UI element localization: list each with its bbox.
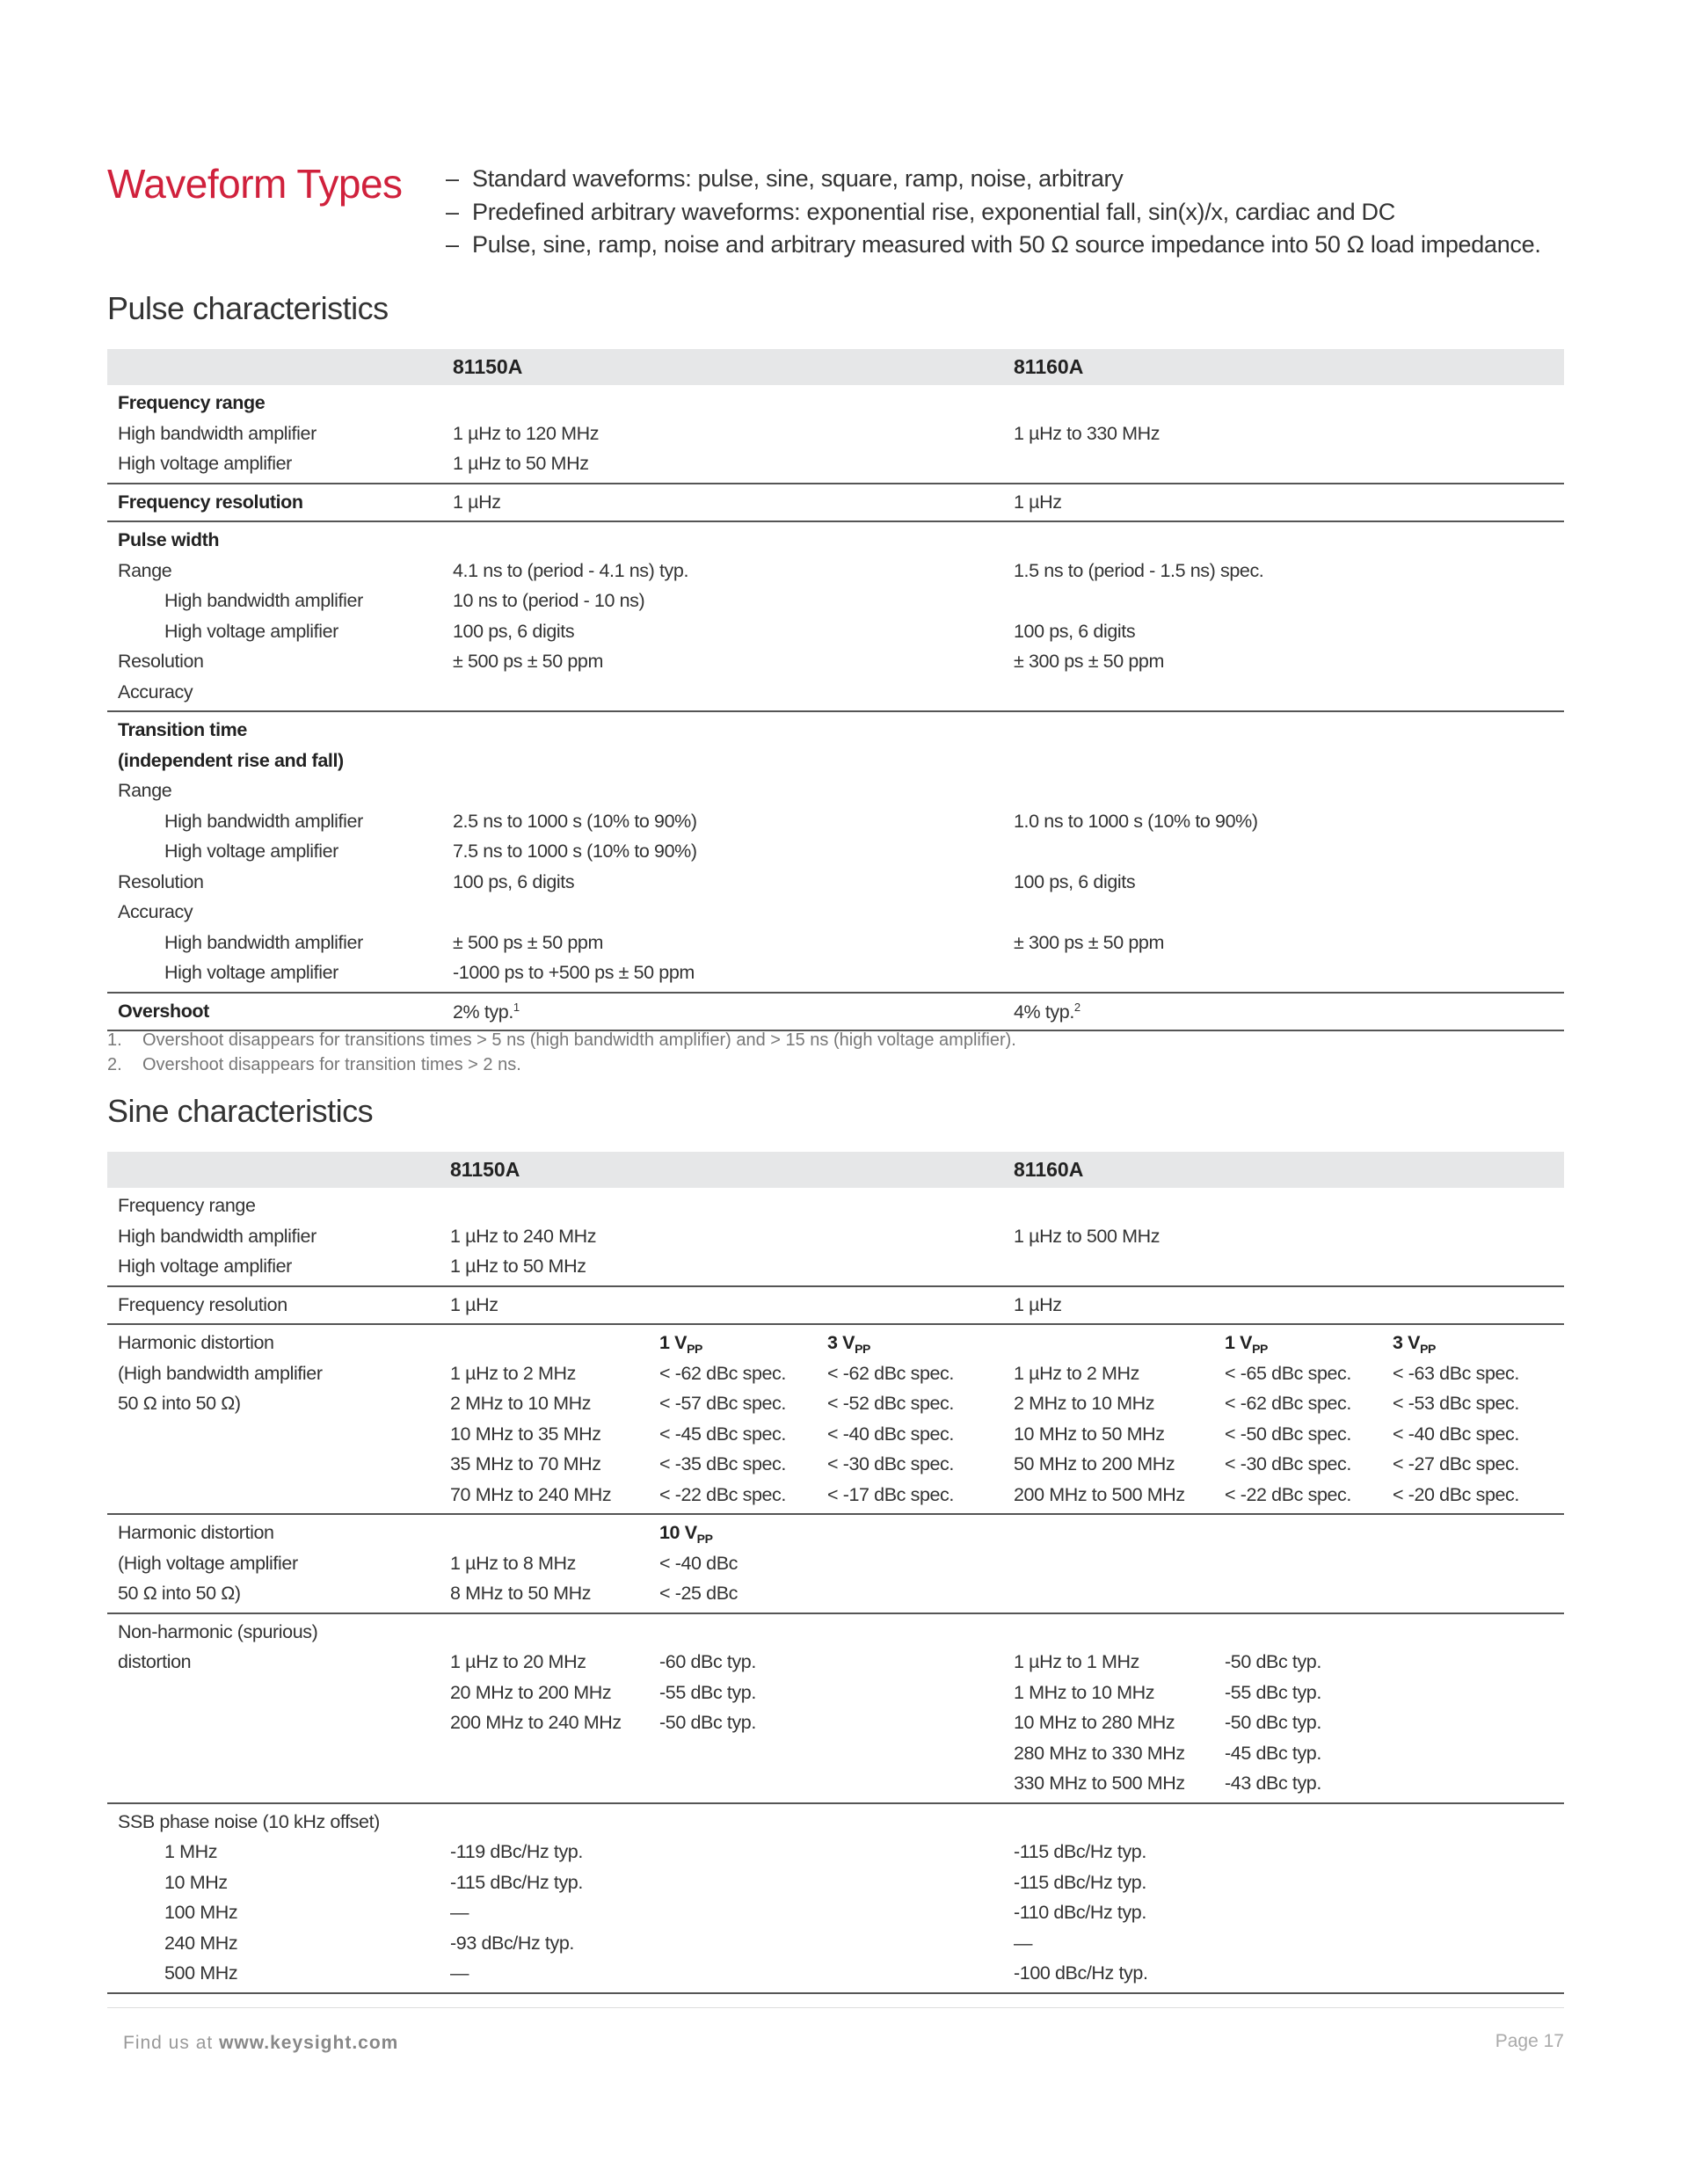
- table-cell: 1 µHz to 50 MHz: [450, 1256, 586, 1277]
- table-section: [107, 1287, 1564, 1326]
- table-cell: < -62 dBc spec.: [659, 1362, 786, 1384]
- table-row: [107, 1807, 1564, 1838]
- footnote-ref: 2: [1073, 1000, 1080, 1014]
- sine-heading: Sine characteristics: [107, 1093, 374, 1129]
- footnote-number: 2.: [107, 1055, 122, 1074]
- table-cell: 280 MHz to 330 MHz: [1014, 1742, 1185, 1764]
- table-cell: 1 µHz: [453, 491, 501, 513]
- table-row: [107, 867, 1564, 898]
- row-label: High bandwidth amplifier: [118, 422, 316, 444]
- table-cell: 1 µHz: [1014, 491, 1062, 513]
- column-header: 81160A: [1014, 355, 1084, 378]
- table-cell: 1 MHz to 10 MHz: [1014, 1681, 1155, 1703]
- table-cell: -115 dBc/Hz typ.: [450, 1871, 583, 1893]
- table-cell: < -50 dBc spec.: [1225, 1423, 1351, 1445]
- subscript: PP: [855, 1342, 870, 1356]
- table-cell: 100 ps, 6 digits: [453, 620, 575, 642]
- table-cell: < -45 dBc spec.: [659, 1423, 786, 1445]
- table-section: [107, 385, 1564, 484]
- table-row: [107, 1388, 1564, 1419]
- sine-table: [107, 1152, 1564, 1994]
- bullet-text: Predefined arbitrary waveforms: exponential rise, exponential fall, sin(x)/x, cardiac and DC: [472, 199, 1395, 225]
- table-cell: 8 MHz to 50 MHz: [450, 1583, 592, 1604]
- row-label: 50 Ω into 50 Ω): [118, 1583, 241, 1604]
- table-cell: 7.5 ns to 1000 s (10% to 90%): [453, 841, 697, 862]
- table-cell: 1 µHz to 500 MHz: [1014, 1225, 1160, 1247]
- cell-text: 2% typ.: [453, 1001, 513, 1023]
- row-label: Pulse width: [118, 529, 220, 550]
- table-cell: < -57 dBc spec.: [659, 1393, 786, 1414]
- column-header: 81160A: [1014, 1158, 1084, 1181]
- table-row: [107, 1928, 1564, 1959]
- table-row: [107, 1548, 1564, 1579]
- row-label: Frequency range: [118, 392, 266, 413]
- table-cell: < -30 dBc spec.: [1225, 1453, 1351, 1474]
- table-cell: [1014, 1001, 1080, 1023]
- table-row: [107, 715, 1564, 746]
- table-row: [107, 746, 1564, 776]
- row-label: High voltage amplifier: [118, 453, 292, 474]
- table-row: [107, 1617, 1564, 1648]
- row-label: Range: [118, 780, 172, 801]
- row-label: High voltage amplifier: [118, 1256, 292, 1277]
- table-section: [107, 994, 1564, 1032]
- table-row: [107, 1358, 1564, 1389]
- table-row: [107, 646, 1564, 677]
- row-label: High bandwidth amplifier: [118, 1225, 316, 1247]
- table-row: [107, 928, 1564, 958]
- row-label: High voltage amplifier: [164, 962, 338, 983]
- table-cell: 2 MHz to 10 MHz: [450, 1393, 592, 1414]
- table-row: [107, 1647, 1564, 1678]
- table-row: [107, 775, 1564, 806]
- row-label: Harmonic distortion: [118, 1332, 274, 1353]
- row-label: Frequency resolution: [118, 1293, 287, 1315]
- table-body: [107, 385, 1564, 1031]
- table-row: [107, 1221, 1564, 1252]
- table-cell: 1 µHz to 240 MHz: [450, 1225, 597, 1247]
- row-label: High bandwidth amplifier: [164, 810, 363, 832]
- table-row: [107, 525, 1564, 556]
- table-cell: 1.5 ns to (period - 1.5 ns) spec.: [1014, 559, 1264, 581]
- table-cell: 1 µHz to 2 MHz: [1014, 1362, 1139, 1384]
- table-row: [107, 1419, 1564, 1450]
- footer-prefix: Find us at: [123, 2033, 220, 2053]
- table-cell: [1225, 1332, 1268, 1356]
- table-row: [107, 1578, 1564, 1609]
- footnote: [107, 1055, 521, 1075]
- table-row: [107, 1480, 1564, 1511]
- page-number: Page 17: [1495, 2031, 1564, 2051]
- row-label: (High voltage amplifier: [118, 1552, 298, 1574]
- table-cell: 1 µHz to 50 MHz: [453, 453, 589, 474]
- subscript: PP: [1252, 1342, 1268, 1356]
- table-cell: -50 dBc typ.: [1225, 1651, 1321, 1672]
- table-cell: 70 MHz to 240 MHz: [450, 1483, 612, 1505]
- table-section: [107, 1188, 1564, 1287]
- table-cell: < -22 dBc spec.: [1225, 1483, 1351, 1505]
- table-cell: -45 dBc typ.: [1225, 1742, 1321, 1764]
- table-cell: 4.1 ns to (period - 4.1 ns) typ.: [453, 559, 689, 581]
- row-label: (High bandwidth amplifier: [118, 1362, 323, 1384]
- table-cell: [1393, 1332, 1436, 1356]
- table-section: [107, 712, 1564, 994]
- table-cell: -119 dBc/Hz typ.: [450, 1841, 583, 1862]
- table-row: [107, 616, 1564, 647]
- bullet-dash: –: [446, 165, 459, 192]
- row-label: 1 MHz: [164, 1841, 218, 1862]
- table-cell: [659, 1332, 702, 1356]
- table-cell: 35 MHz to 70 MHz: [450, 1453, 601, 1474]
- cell-text: 1 V: [659, 1332, 688, 1353]
- table-header: [107, 1152, 1564, 1188]
- row-label: High voltage amplifier: [164, 841, 338, 862]
- table-row: [107, 1738, 1564, 1769]
- table-cell: ± 300 ps ± 50 ppm: [1014, 931, 1164, 953]
- table-row: [107, 1678, 1564, 1708]
- row-label: 50 Ω into 50 Ω): [118, 1393, 241, 1414]
- table-row: [107, 419, 1564, 449]
- table-cell: < -20 dBc spec.: [1393, 1483, 1519, 1505]
- table-cell: -110 dBc/Hz typ.: [1014, 1902, 1146, 1923]
- table-row: [107, 1518, 1564, 1548]
- table-cell: 2.5 ns to 1000 s (10% to 90%): [453, 810, 697, 832]
- table-cell: 200 MHz to 500 MHz: [1014, 1483, 1185, 1505]
- table-cell: ± 500 ps ± 50 ppm: [453, 651, 603, 672]
- table-row: [107, 1958, 1564, 1989]
- row-label: 500 MHz: [164, 1962, 238, 1984]
- row-label: Frequency range: [118, 1195, 256, 1216]
- table-section: [107, 484, 1564, 523]
- row-label: High bandwidth amplifier: [164, 590, 363, 611]
- table-cell: -115 dBc/Hz typ.: [1014, 1871, 1146, 1893]
- footnote-text: Overshoot disappears for transition times > 2 ns.: [142, 1055, 521, 1074]
- row-label: Resolution: [118, 651, 204, 672]
- table-cell: < -40 dBc spec.: [1393, 1423, 1519, 1445]
- bullet-item: [446, 199, 1395, 226]
- row-label: Resolution: [118, 870, 204, 892]
- table-section: [107, 1515, 1564, 1614]
- table-cell: 10 MHz to 50 MHz: [1014, 1423, 1165, 1445]
- table-cell: < -52 dBc spec.: [827, 1393, 954, 1414]
- table-cell: -50 dBc typ.: [659, 1712, 756, 1733]
- bullet-dash: –: [446, 231, 459, 258]
- table-row: [107, 836, 1564, 867]
- table-cell: 1 µHz to 20 MHz: [450, 1651, 586, 1672]
- table-cell: < -65 dBc spec.: [1225, 1362, 1351, 1384]
- table-row: [107, 1328, 1564, 1358]
- table-cell: < -25 dBc: [659, 1583, 738, 1604]
- table-row: [107, 1867, 1564, 1898]
- row-label: High bandwidth amplifier: [164, 931, 363, 953]
- row-label: Frequency resolution: [118, 491, 303, 513]
- table-row: [107, 388, 1564, 419]
- table-row: [107, 1837, 1564, 1867]
- table-cell: 1 µHz to 2 MHz: [450, 1362, 576, 1384]
- page-title: Waveform Types: [107, 161, 403, 207]
- subscript: PP: [696, 1532, 713, 1546]
- table-row: [107, 556, 1564, 586]
- table-cell: -43 dBc typ.: [1225, 1773, 1321, 1794]
- table-row: [107, 806, 1564, 837]
- column-header: 81150A: [450, 1158, 520, 1181]
- bullet-item: [446, 165, 1123, 193]
- table-section: [107, 522, 1564, 712]
- table-cell: 10 MHz to 280 MHz: [1014, 1712, 1175, 1733]
- table-cell: -55 dBc typ.: [659, 1681, 756, 1703]
- row-label: Accuracy: [118, 681, 193, 703]
- table-cell: —: [1014, 1932, 1033, 1954]
- table-cell: 200 MHz to 240 MHz: [450, 1712, 622, 1733]
- table-cell: ± 300 ps ± 50 ppm: [1014, 651, 1164, 672]
- table-cell: 1 µHz to 8 MHz: [450, 1552, 576, 1574]
- table-cell: 330 MHz to 500 MHz: [1014, 1773, 1185, 1794]
- table-cell: 1 µHz: [450, 1293, 498, 1315]
- row-label: Overshoot: [118, 1000, 209, 1022]
- table-cell: -50 dBc typ.: [1225, 1712, 1321, 1733]
- table-row: [107, 586, 1564, 616]
- row-label: Harmonic distortion: [118, 1522, 274, 1543]
- row-label: distortion: [118, 1651, 192, 1672]
- table-row: [107, 897, 1564, 928]
- table-cell: 1 µHz to 120 MHz: [453, 422, 600, 444]
- table-section: [107, 1614, 1564, 1804]
- bullet-text: Standard waveforms: pulse, sine, square, ramp, noise, arbitrary: [472, 165, 1124, 192]
- table-cell: < -22 dBc spec.: [659, 1483, 786, 1505]
- table-row: [107, 448, 1564, 479]
- cell-text: 4% typ.: [1014, 1001, 1074, 1023]
- row-label: SSB phase noise (10 kHz offset): [118, 1810, 380, 1832]
- table-cell: < -27 dBc spec.: [1393, 1453, 1519, 1474]
- table-cell: -115 dBc/Hz typ.: [1014, 1841, 1146, 1862]
- row-label: Transition time: [118, 719, 247, 740]
- row-label: 10 MHz: [164, 1871, 228, 1893]
- table-row: [107, 996, 1564, 1027]
- table-cell: -100 dBc/Hz typ.: [1014, 1962, 1148, 1984]
- table-cell: < -63 dBc spec.: [1393, 1362, 1519, 1384]
- table-section: [107, 1804, 1564, 1994]
- row-label: High voltage amplifier: [164, 620, 338, 642]
- table-cell: < -53 dBc spec.: [1393, 1393, 1519, 1414]
- table-cell: [659, 1522, 713, 1546]
- table-cell: -60 dBc typ.: [659, 1651, 756, 1672]
- row-label: (independent rise and fall): [118, 749, 344, 771]
- table-cell: -55 dBc typ.: [1225, 1681, 1321, 1703]
- table-cell: —: [450, 1962, 469, 1984]
- bullet-text: Pulse, sine, ramp, noise and arbitrary measured with 50 Ω source impedance into 50 Ω load impedance.: [472, 231, 1541, 258]
- table-row: [107, 1449, 1564, 1480]
- table-row: [107, 1190, 1564, 1221]
- table-cell: < -30 dBc spec.: [827, 1453, 954, 1474]
- table-cell: 10 MHz to 35 MHz: [450, 1423, 601, 1445]
- cell-text: 10 V: [659, 1522, 697, 1543]
- table-section: [107, 1325, 1564, 1515]
- pulse-table: [107, 349, 1564, 1031]
- table-row: [107, 1251, 1564, 1282]
- footer-text: [123, 2033, 398, 2054]
- table-cell: 1 µHz: [1014, 1293, 1062, 1315]
- footnote-text: Overshoot disappears for transitions times > 5 ns (high bandwidth amplifier) and > 15 ns (high voltage amplifier).: [142, 1030, 1016, 1050]
- table-cell: —: [450, 1902, 469, 1923]
- table-row: [107, 1707, 1564, 1738]
- table-cell: 1 µHz to 1 MHz: [1014, 1651, 1139, 1672]
- table-header: [107, 349, 1564, 385]
- row-label: Non-harmonic (spurious): [118, 1620, 318, 1642]
- table-cell: 2 MHz to 10 MHz: [1014, 1393, 1155, 1414]
- table-row: [107, 1897, 1564, 1928]
- subscript: PP: [1420, 1342, 1436, 1356]
- bullet-dash: –: [446, 199, 459, 225]
- footer-link[interactable]: www.keysight.com: [219, 2033, 399, 2053]
- table-cell: 100 ps, 6 digits: [1014, 620, 1136, 642]
- table-cell: 100 ps, 6 digits: [453, 870, 575, 892]
- cell-text: 3 V: [1393, 1332, 1421, 1353]
- table-cell: < -62 dBc spec.: [1225, 1393, 1351, 1414]
- table-cell: 10 ns to (period - 10 ns): [453, 590, 645, 611]
- table-row: [107, 1290, 1564, 1321]
- subscript: PP: [687, 1342, 702, 1356]
- table-cell: < -17 dBc spec.: [827, 1483, 954, 1505]
- table-cell: < -35 dBc spec.: [659, 1453, 786, 1474]
- column-header: 81150A: [453, 355, 523, 378]
- table-cell: ± 500 ps ± 50 ppm: [453, 931, 603, 953]
- footnote-number: 1.: [107, 1030, 122, 1050]
- table-cell: < -40 dBc spec.: [827, 1423, 954, 1445]
- cell-text: 3 V: [827, 1332, 855, 1353]
- table-body: [107, 1188, 1564, 1994]
- table-cell: 1.0 ns to 1000 s (10% to 90%): [1014, 810, 1258, 832]
- table-row: [107, 1768, 1564, 1799]
- table-cell: 1 µHz to 330 MHz: [1014, 422, 1160, 444]
- table-row: [107, 677, 1564, 708]
- bullet-item: [446, 231, 1541, 258]
- table-cell: -1000 ps to +500 ps ± 50 ppm: [453, 962, 695, 983]
- footnote-ref: 1: [513, 1000, 520, 1014]
- row-label: 100 MHz: [164, 1902, 238, 1923]
- table-row: [107, 487, 1564, 518]
- table-row: [107, 957, 1564, 988]
- pulse-heading: Pulse characteristics: [107, 290, 389, 326]
- table-cell: 50 MHz to 200 MHz: [1014, 1453, 1175, 1474]
- table-cell: 20 MHz to 200 MHz: [450, 1681, 612, 1703]
- footnote: [107, 1030, 1016, 1051]
- table-cell: < -40 dBc: [659, 1552, 738, 1574]
- row-label: 240 MHz: [164, 1932, 238, 1954]
- footer-divider: [107, 2007, 1564, 2008]
- table-cell: [827, 1332, 870, 1356]
- table-cell: -93 dBc/Hz typ.: [450, 1932, 574, 1954]
- table-cell: < -62 dBc spec.: [827, 1362, 954, 1384]
- row-label: Range: [118, 559, 172, 581]
- table-cell: [453, 1001, 520, 1023]
- table-cell: 100 ps, 6 digits: [1014, 870, 1136, 892]
- row-label: Accuracy: [118, 901, 193, 922]
- cell-text: 1 V: [1225, 1332, 1253, 1353]
